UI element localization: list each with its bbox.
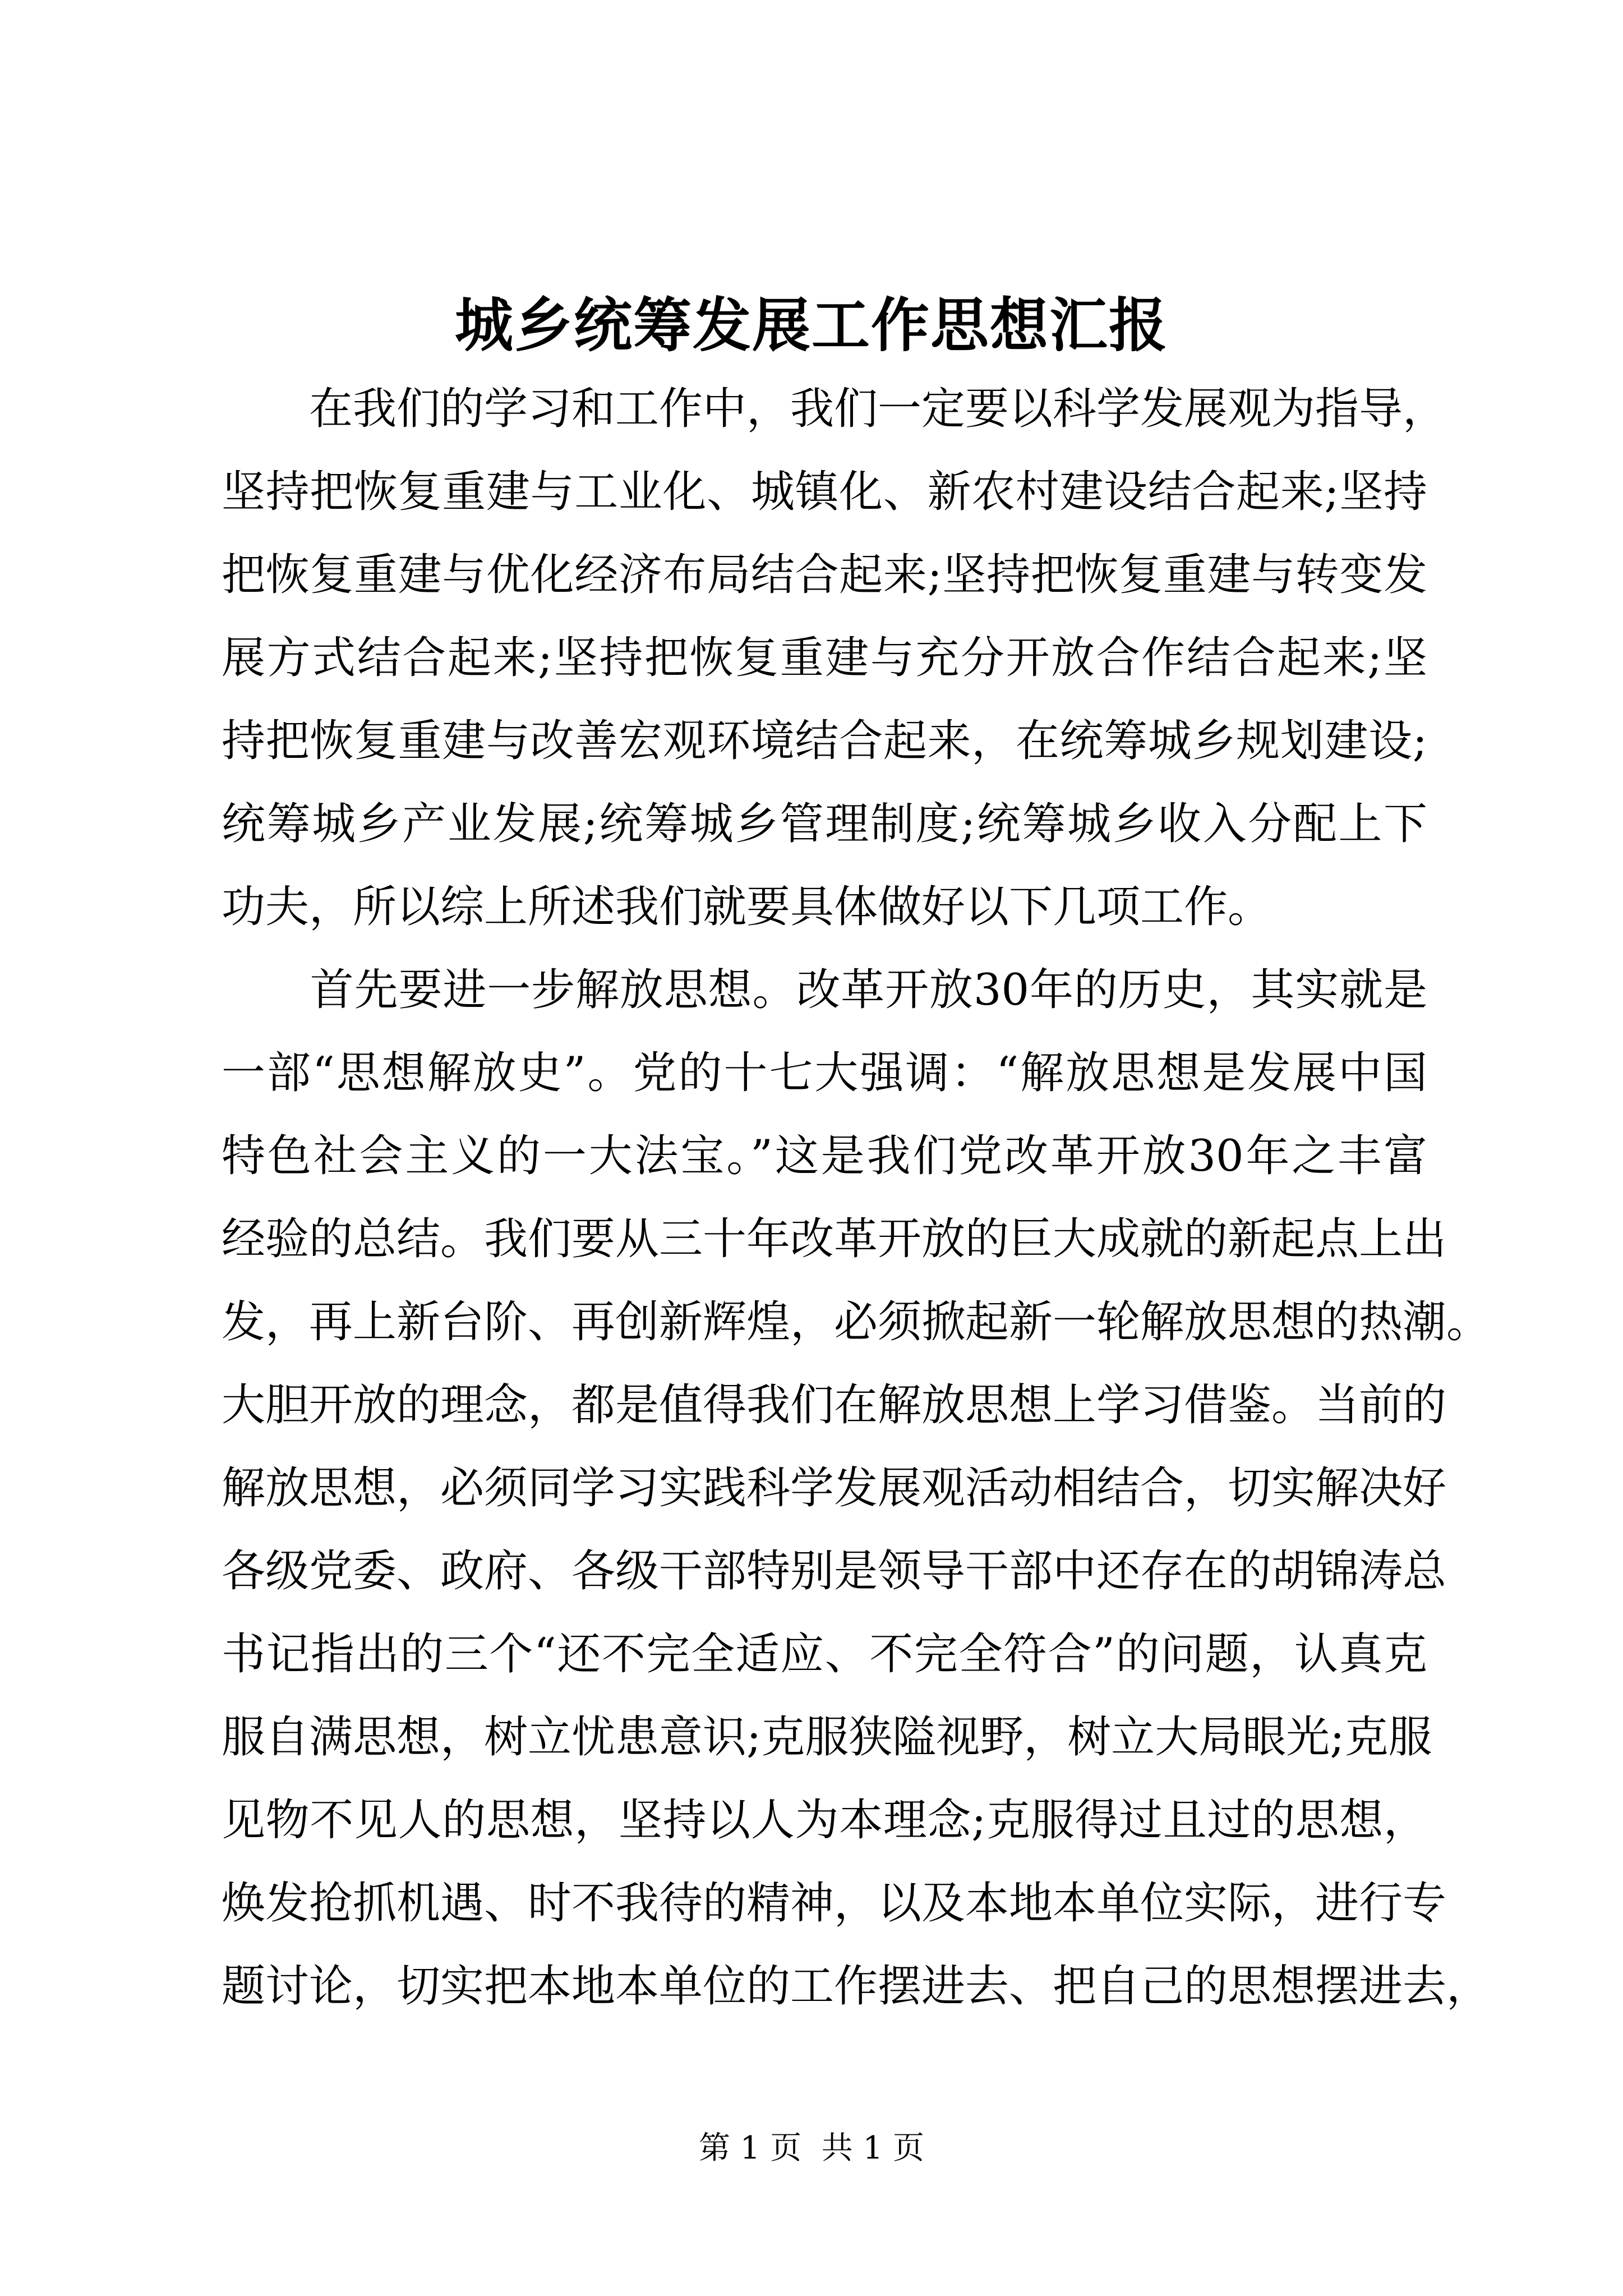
paragraph-line: 统筹城乡产业发展;统筹城乡管理制度;统筹城乡收入分配上下 bbox=[222, 799, 1427, 849]
paragraph-line: 焕发抢抓机遇、时不我待的精神，以及本地本单位实际，进行专 bbox=[222, 1878, 1447, 1929]
paragraph-line: 持把恢复重建与改善宏观环境结合起来，在统筹城乡规划建设; bbox=[222, 716, 1427, 766]
paragraph-line: 解放思想，必须同学习实践科学发展观活动相结合，切实解决好 bbox=[222, 1463, 1447, 1513]
paragraph-line: 展方式结合起来;坚持把恢复重建与充分开放合作结合起来;坚 bbox=[222, 633, 1427, 683]
paragraph-line: 功夫，所以综上所述我们就要具体做好以下几项工作。 bbox=[222, 882, 1272, 932]
paragraph-line: 书记指出的三个“还不完全适应、不完全符合”的问题，认真克 bbox=[222, 1629, 1427, 1680]
paragraph-line: 特色社会主义的一大法宝。”这是我们党改革开放30年之丰富 bbox=[222, 1131, 1427, 1181]
paragraph-line: 各级党委、政府、各级干部特别是领导干部中还存在的胡锦涛总 bbox=[222, 1546, 1447, 1596]
document-body bbox=[222, 367, 1491, 2028]
paragraph-line: 经验的总结。我们要从三十年改革开放的巨大成就的新起点上出 bbox=[222, 1214, 1447, 1264]
paragraph-line: 把恢复重建与优化经济布局结合起来;坚持把恢复重建与转变发 bbox=[222, 550, 1427, 600]
paragraph-line: 服自满思想，树立忧患意识;克服狭隘视野，树立大局眼光;克服 bbox=[222, 1712, 1432, 1763]
paragraph-line: 坚持把恢复重建与工业化、城镇化、新农村建设结合起来;坚持 bbox=[222, 467, 1427, 517]
paragraph-line: 大胆开放的理念，都是值得我们在解放思想上学习借鉴。当前的 bbox=[222, 1380, 1447, 1430]
page-footer: 第 1 页 共 1 页 bbox=[698, 2130, 925, 2166]
paragraph-line: 题讨论，切实把本地本单位的工作摆进去、把自己的思想摆进去， bbox=[222, 1961, 1491, 2012]
paragraph-line: 一部“思想解放史”。党的十七大强调：“解放思想是发展中国 bbox=[222, 1048, 1427, 1098]
paragraph-line: 首先要进一步解放思想。改革开放30年的历史，其实就是 bbox=[222, 965, 1427, 1015]
paragraph-line: 见物不见人的思想，坚持以人为本理念;克服得过且过的思想， bbox=[222, 1795, 1427, 1846]
document-title: 城乡统筹发展工作思想汇报 bbox=[454, 291, 1168, 360]
paragraph-line: 发，再上新台阶、再创新辉煌，必须掀起新一轮解放思想的热潮。 bbox=[222, 1297, 1491, 1347]
paragraph-line: 在我们的学习和工作中，我们一定要以科学发展观为指导， bbox=[222, 384, 1447, 434]
